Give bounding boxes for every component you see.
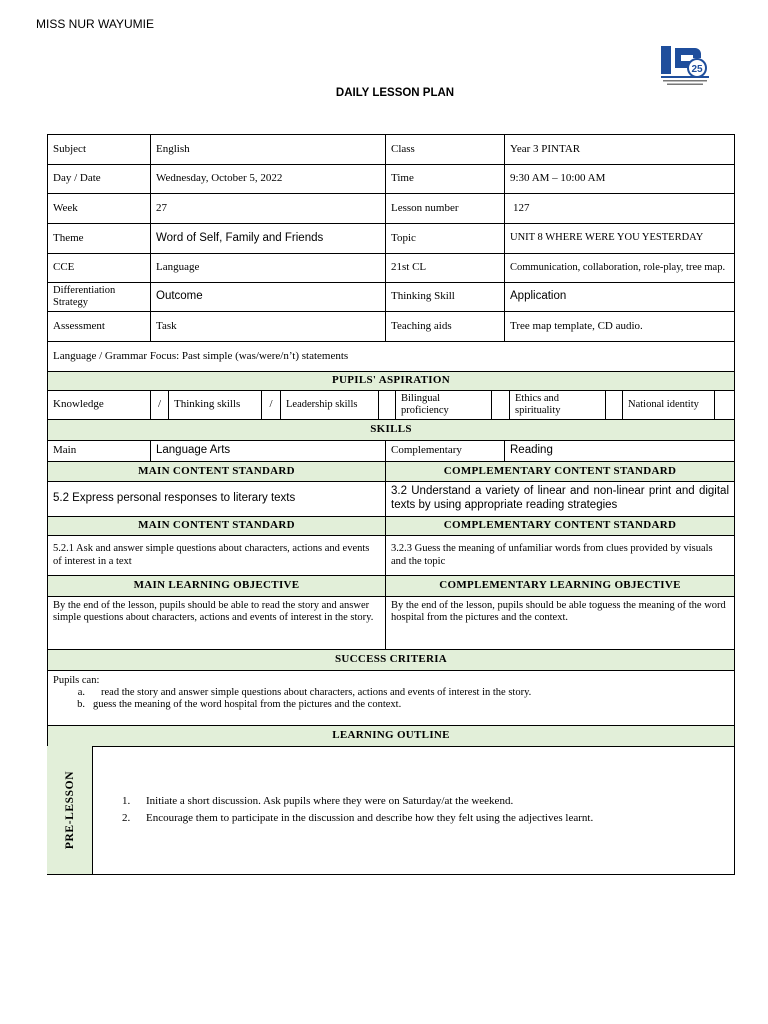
success-intro: Pupils can: [53,675,100,686]
lesson-plan-table [47,134,735,875]
aspiration-bilingual: Bilingual proficiency [396,391,492,420]
list-item: 1. Initiate a short discussion. Ask pupils where they were on Saturday/at the weekend. [122,795,514,807]
aspiration-national-mark [715,391,734,420]
aspiration-ethics-mark [606,391,623,420]
aspiration-thinking: Thinking skills [169,391,262,420]
subject-label: Subject [48,135,151,165]
21st-cl-value: Communication, collaboration, role-play, tree map. [505,254,734,283]
aspiration-knowledge: Knowledge [48,391,151,420]
success-criteria-body [48,671,734,726]
document-title: DAILY LESSON PLAN [335,87,455,99]
pre-lesson-label: PRE-LESSON [47,746,93,874]
time-label: Time [386,165,505,194]
lesson-number-label: Lesson number [386,194,505,224]
comp-content-standard-heading: COMPLEMENTARY CONTENT STANDARD [386,462,734,482]
success-criteria-heading: SUCCESS CRITERIA [48,650,734,671]
topic-label: Topic [386,224,505,254]
teacher-name: MISS NUR WAYUMIE [36,17,155,31]
comp-learning-standard-text: 3.2.3 Guess the meaning of unfamiliar words from clues provided by visuals and the topic [386,536,734,576]
comp-objective-heading: COMPLEMENTARY LEARNING OBJECTIVE [386,576,734,597]
thinking-skill-label: Thinking Skill [386,283,505,312]
theme-label: Theme [48,224,151,254]
aspiration-thinking-mark: / [262,391,281,420]
main-learning-standard-heading: MAIN CONTENT STANDARD [48,517,386,536]
cce-value: Language [151,254,386,283]
main-objective-heading: MAIN LEARNING OBJECTIVE [48,576,386,597]
skills-main-label: Main [48,441,151,462]
main-content-standard-heading: MAIN CONTENT STANDARD [48,462,386,482]
main-objective-text: By the end of the lesson, pupils should be able to read the story and answer simple questions about characters, actions and events of interest in the story. [48,597,386,650]
main-learning-standard-text: 5.2.1 Ask and answer simple questions about characters, actions and events of interest in a text [48,536,386,576]
theme-value: Word of Self, Family and Friends [151,224,386,254]
differentiation-value: Outcome [151,283,386,312]
aspiration-leadership: Leadership skills [281,391,379,420]
comp-objective-text: By the end of the lesson, pupils should be able toguess the meaning of the word hospital from the pictures and the context. [386,597,734,650]
skills-main-value: Language Arts [151,441,386,462]
learning-outline-heading: LEARNING OUTLINE [48,726,734,747]
list-item: 2. Encourage them to participate in the discussion and describe how they felt using the adjectives learnt. [122,812,594,824]
main-content-standard-text: 5.2 Express personal responses to literary texts [48,482,386,517]
assessment-label: Assessment [48,312,151,342]
skills-comp-value: Reading [505,441,734,462]
time-value: 9:30 AM – 10:00 AM [505,165,734,194]
skills-heading: SKILLS [48,420,734,441]
teaching-aids-label: Teaching aids [386,312,505,342]
date-value: Wednesday, October 5, 2022 [151,165,386,194]
comp-learning-standard-heading: COMPLEMENTARY CONTENT STANDARD [386,517,734,536]
assessment-value: Task [151,312,386,342]
differentiation-label: Differentiation Strategy [48,283,151,312]
aspiration-heading: PUPILS' ASPIRATION [48,372,734,391]
list-item: a. read the story and answer simple questions about characters, actions and events of interest in the story. [77,687,532,699]
skills-comp-label: Complementary [386,441,505,462]
subject-value: English [151,135,386,165]
school-logo-icon [657,44,713,90]
teaching-aids-value: Tree map template, CD audio. [505,312,734,342]
thinking-skill-value: Application [505,283,734,312]
aspiration-bilingual-mark [492,391,510,420]
logo-number: 25 [691,64,703,75]
21st-cl-label: 21st CL [386,254,505,283]
pre-lesson-list [122,795,593,829]
topic-value: UNIT 8 WHERE WERE YOU YESTERDAY [505,224,734,254]
aspiration-leadership-mark [379,391,396,420]
aspiration-national: National identity [623,391,715,420]
grammar-focus: Language / Grammar Focus: Past simple (was/were/n’t) statements [48,342,734,372]
week-value: 27 [151,194,386,224]
date-label: Day / Date [48,165,151,194]
lesson-number-value: 127 [505,194,734,224]
success-list [53,687,729,711]
aspiration-knowledge-mark: / [151,391,169,420]
aspiration-ethics: Ethics and spirituality [510,391,606,420]
week-label: Week [48,194,151,224]
class-label: Class [386,135,505,165]
list-item: b. guess the meaning of the word hospital from the pictures and the context. [77,699,402,711]
comp-content-standard-text: 3.2 Understand a variety of linear and non-linear print and digital texts by using appropriate reading strategies [386,482,734,517]
cce-label: CCE [48,254,151,283]
class-value: Year 3 PINTAR [505,135,734,165]
